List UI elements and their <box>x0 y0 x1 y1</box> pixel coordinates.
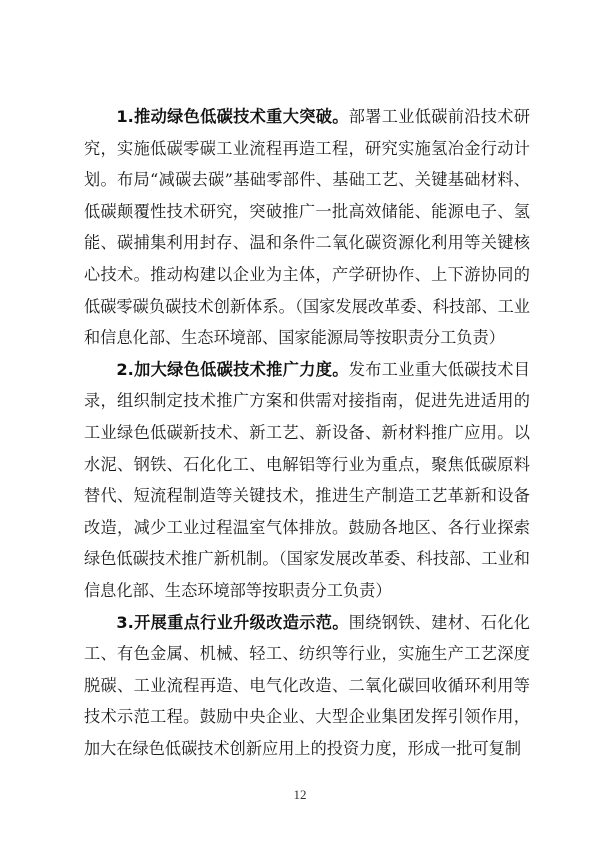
paragraph-3 <box>84 607 530 765</box>
document-body <box>84 101 530 764</box>
paragraph-1-text: 部署工业低碳前沿技术研究，实施低碳零碳工业流程再造工程，研究实施氢冶金行动计划。布局“减碳去碳”基础零部件、基础工艺、关键基础材料、低碳颠覆性技术研究，突破推广一批高效储能、能源电子、氢能、碳捕集利用封存、温和条件二氧化碳资源化利用等关键核心技术。推动构建以企业为主体，产学研协作、上下游协同的低碳零碳负碳技术创新体系。（国家发展改革委、科技部、工业和信息化部、生态环境部、国家能源局等按职责分工负责） <box>84 107 530 348</box>
paragraph-2 <box>84 354 530 607</box>
paragraph-3-text: 围绕钢铁、建材、石化化工、有色金属、机械、轻工、纺织等行业，实施生产工艺深度脱碳、工业流程再造、电气化改造、二氧化碳回收循环利用等技术示范工程。鼓励中央企业、大型企业集团发挥引领作用，加大在绿色低碳技术创新应用上的投资力度，形成一批可复制 <box>84 612 530 758</box>
paragraph-1-heading: 1.推动绿色低碳技术重大突破。 <box>116 107 349 126</box>
paragraph-2-text: 发布工业重大低碳技术目录，组织制定技术推广方案和供需对接指南，促进先进适用的工业绿色低碳新技术、新工艺、新设备、新材料推广应用。以水泥、钢铁、石化化工、电解铝等行业为重点，聚焦低碳原料替代、短流程制造等关键技术，推进生产制造工艺革新和设备改造，减少工业过程温室气体排放。鼓励各地区、各行业探索绿色低碳技术推广新机制。（国家发展改革委、科技部、工业和信息化部、生态环境部等按职责分工负责） <box>84 359 530 600</box>
paragraph-1 <box>84 101 530 354</box>
paragraph-3-heading: 3.开展重点行业升级改造示范。 <box>116 612 349 632</box>
page-number: 12 <box>293 787 307 802</box>
paragraph-2-heading: 2.加大绿色低碳技术推广力度。 <box>116 359 349 379</box>
